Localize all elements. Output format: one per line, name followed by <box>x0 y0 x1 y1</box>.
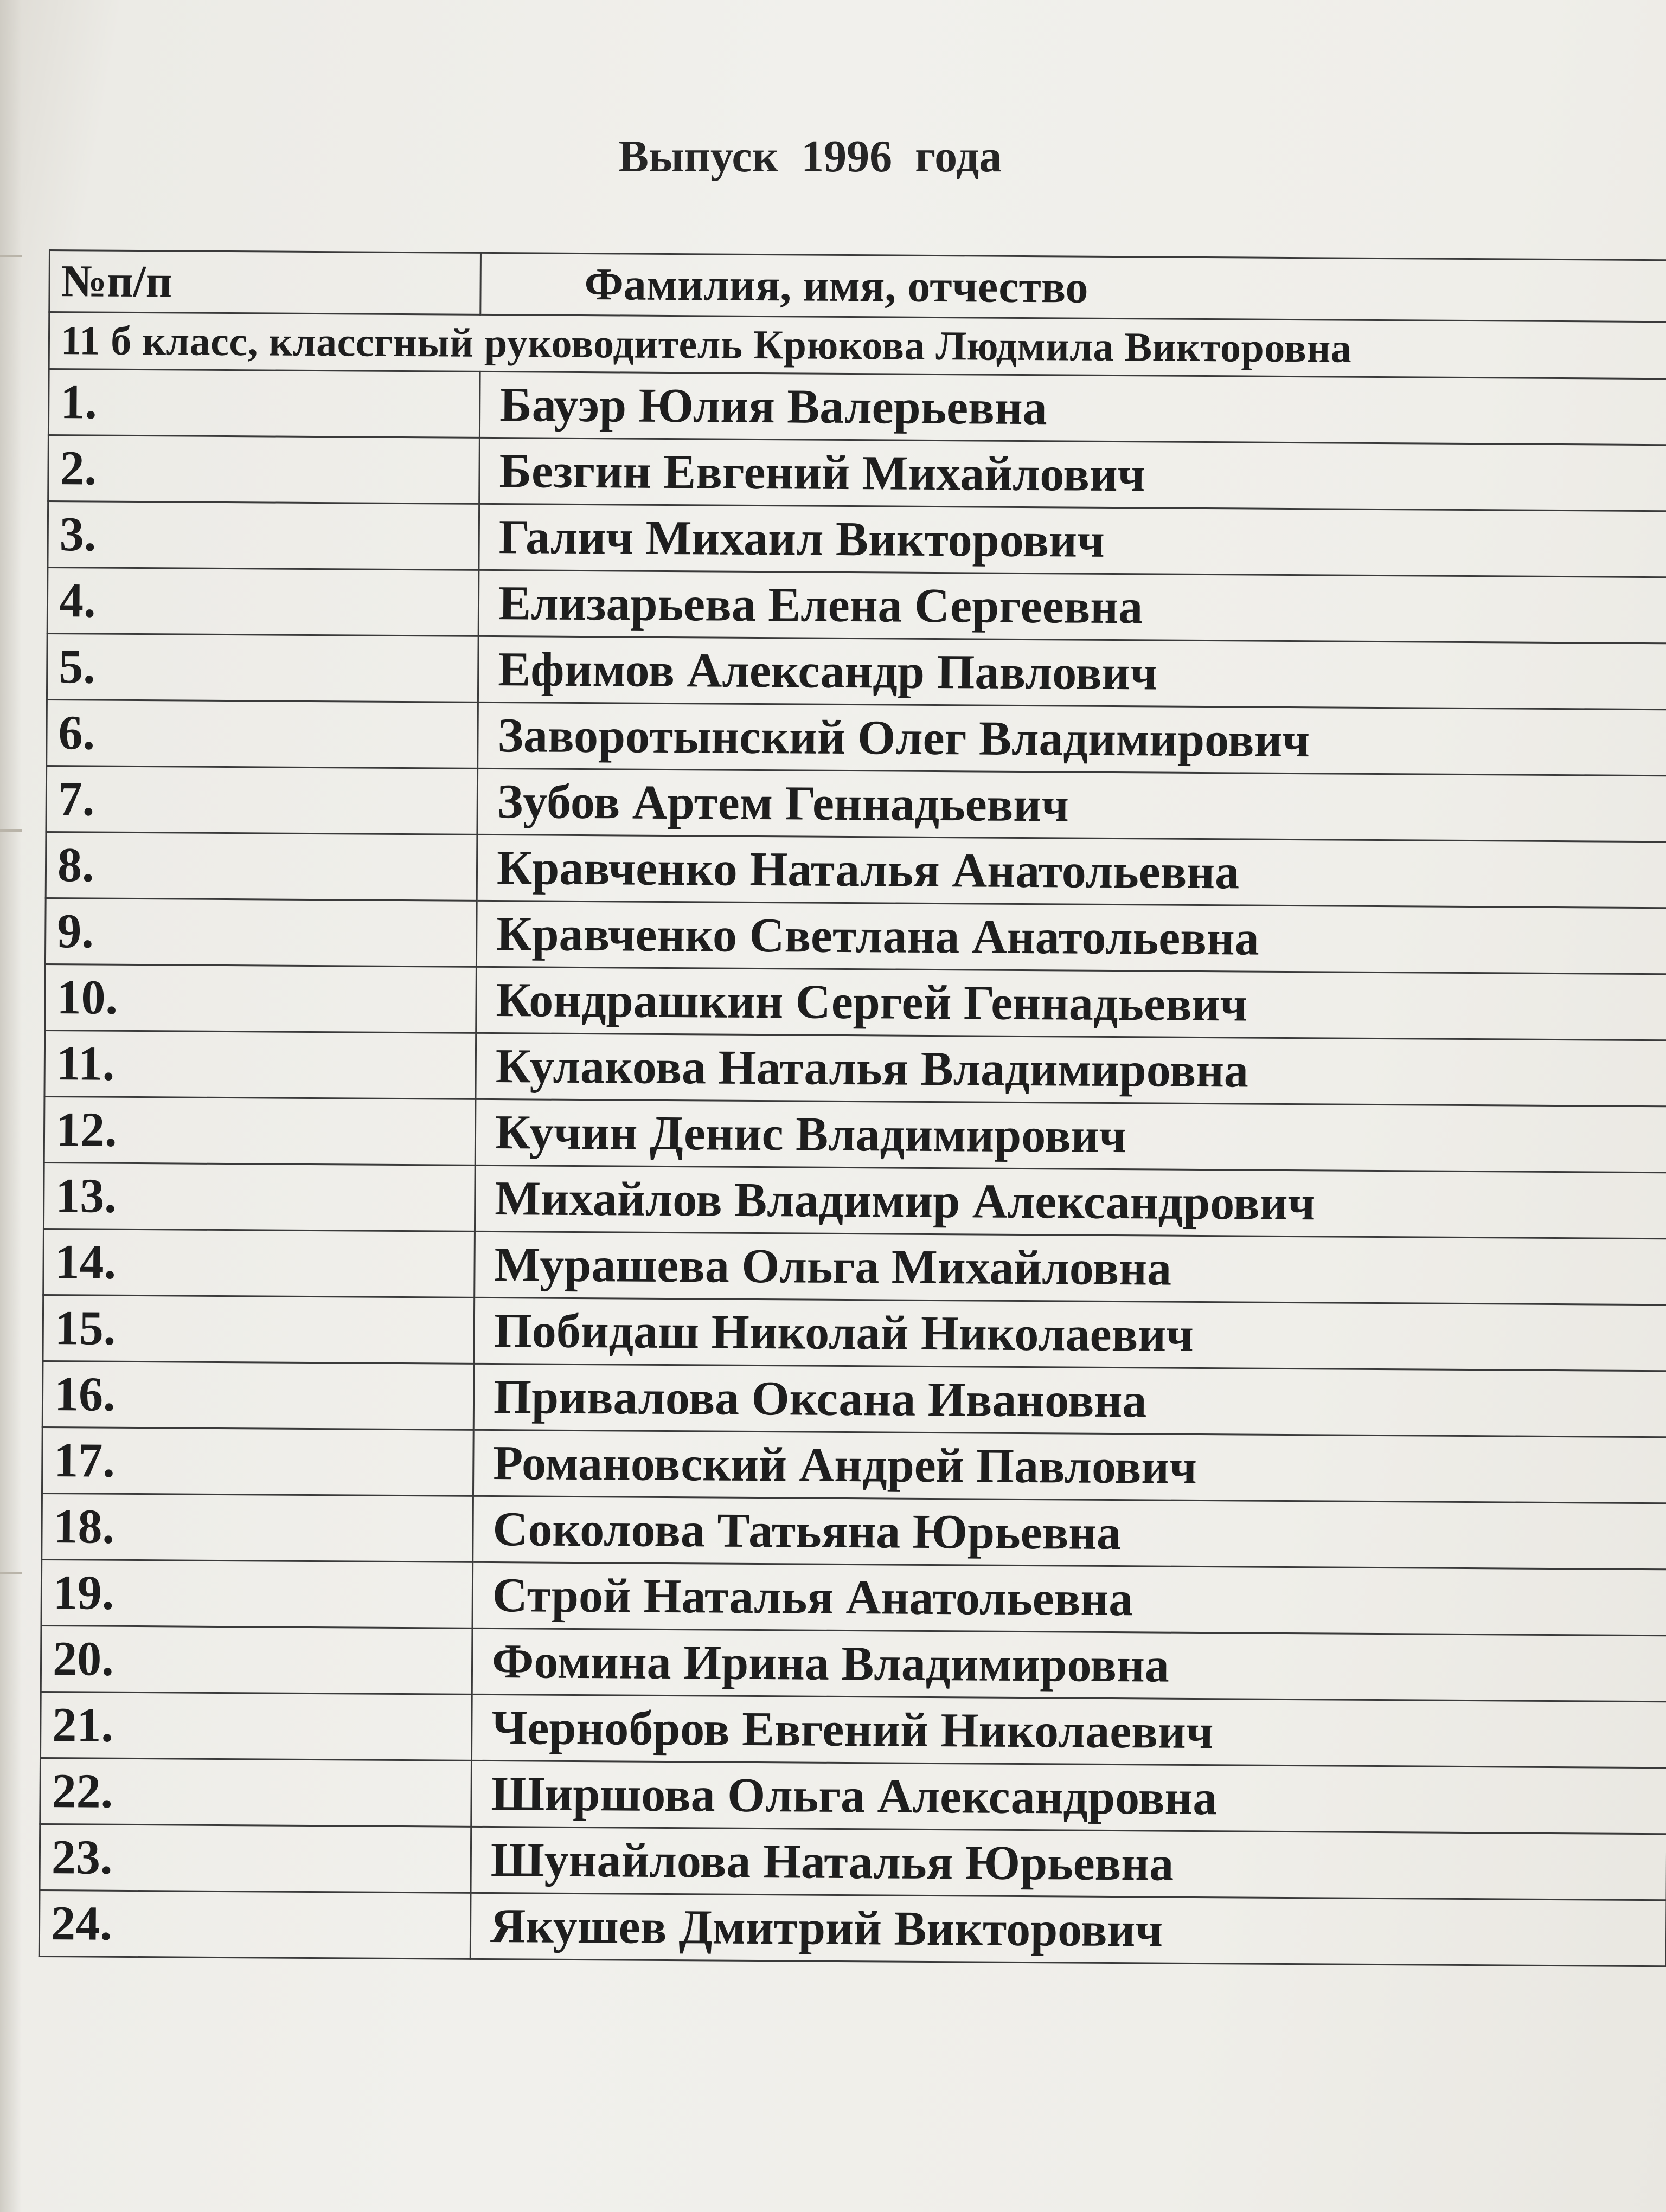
table-row <box>47 567 1666 643</box>
student-name: Елизарьева Елена Сергеевна <box>478 570 1666 643</box>
student-name: Строй Наталья Анатольевна <box>472 1562 1666 1635</box>
graduates-table-container <box>38 249 1666 2008</box>
row-number: 20. <box>41 1625 472 1694</box>
column-header-number: №п/п <box>49 250 481 315</box>
student-name: Привалова Оксана Ивановна <box>473 1364 1666 1437</box>
table-row <box>46 832 1666 908</box>
table-row <box>41 1559 1666 1635</box>
document-title: Выпуск 1996 года <box>618 131 1002 182</box>
row-number: 21. <box>41 1692 472 1760</box>
page-edge-shadow <box>0 0 22 2212</box>
table-header-row <box>49 250 1666 322</box>
table-row <box>39 1890 1666 1966</box>
row-number: 9. <box>45 898 477 967</box>
table-row <box>47 633 1666 709</box>
row-number: 8. <box>46 832 477 901</box>
table-row <box>42 1427 1666 1503</box>
table-row <box>40 1824 1666 1900</box>
row-number: 18. <box>42 1493 473 1562</box>
table-row <box>41 1692 1666 1767</box>
table-row <box>43 1295 1666 1371</box>
student-name: Ширшова Ольга Александровна <box>471 1760 1666 1834</box>
row-number: 16. <box>42 1361 474 1430</box>
student-name: Кучин Денис Владимирович <box>475 1099 1666 1172</box>
student-name: Михайлов Владимир Александрович <box>475 1165 1666 1238</box>
student-name: Галич Михаил Викторович <box>479 504 1666 577</box>
table-row <box>44 1030 1666 1106</box>
background-ruled-line <box>0 829 22 832</box>
student-name: Бауэр Юлия Валерьевна <box>479 371 1666 445</box>
table-row <box>42 1361 1666 1437</box>
row-number: 12. <box>44 1096 476 1165</box>
row-number: 3. <box>48 501 479 570</box>
class-info: 11 б класс, классгный руководитель Крюкова Людмила Викторовна <box>49 312 1666 379</box>
table-row <box>42 1493 1666 1569</box>
student-name: Соколова Татьяна Юрьевна <box>473 1496 1666 1569</box>
student-name: Кравченко Светлана Анатольевна <box>476 901 1666 974</box>
student-name: Кондрашкин Сергей Геннадьевич <box>476 967 1666 1040</box>
table-row <box>45 964 1666 1040</box>
table-row <box>47 699 1666 775</box>
row-number: 7. <box>46 766 478 834</box>
column-header-name: Фамилия, имя, отчество <box>480 253 1666 321</box>
row-number: 6. <box>47 699 478 768</box>
table-row <box>46 766 1666 841</box>
table-row <box>45 898 1666 974</box>
background-ruled-line <box>0 255 22 257</box>
row-number: 22. <box>40 1758 472 1827</box>
student-name: Мурашева Ольга Михайловна <box>475 1231 1666 1304</box>
row-number: 24. <box>39 1890 471 1959</box>
row-number: 23. <box>40 1824 471 1893</box>
student-name: Зубов Артем Геннадьевич <box>477 768 1666 841</box>
student-name: Кулакова Наталья Владимировна <box>476 1033 1666 1106</box>
row-number: 13. <box>43 1162 475 1231</box>
student-name: Побидаш Николай Николаевич <box>474 1297 1666 1371</box>
row-number: 15. <box>43 1295 475 1364</box>
table-row <box>40 1758 1666 1834</box>
table-row <box>41 1625 1666 1701</box>
student-name: Заворотынский Олег Владимирович <box>478 702 1666 775</box>
table-row <box>43 1229 1666 1304</box>
table-row <box>48 369 1666 445</box>
student-name: Кравченко Наталья Анатольевна <box>477 834 1666 908</box>
row-number: 19. <box>41 1559 473 1628</box>
student-name: Шунайлова Наталья Юрьевна <box>471 1827 1666 1900</box>
row-number: 5. <box>47 633 478 702</box>
row-number: 17. <box>42 1427 473 1496</box>
student-name: Безгин Евгений Михайлович <box>479 438 1666 511</box>
row-number: 2. <box>48 435 480 504</box>
row-number: 1. <box>48 369 480 438</box>
table-row <box>48 435 1666 511</box>
row-number: 4. <box>47 567 479 636</box>
student-name: Чернобров Евгений Николаевич <box>471 1694 1666 1767</box>
row-number: 14. <box>43 1229 475 1297</box>
table-row <box>44 1096 1666 1172</box>
table-row <box>43 1162 1666 1238</box>
student-name: Ефимов Александр Павлович <box>478 636 1666 709</box>
student-name: Якушев Дмитрий Викторович <box>470 1893 1666 1966</box>
class-info-row <box>49 312 1666 379</box>
student-name: Романовский Андрей Павлович <box>473 1430 1666 1503</box>
table-row <box>48 501 1666 577</box>
background-ruled-line <box>0 1572 22 1574</box>
student-name: Фомина Ирина Владимировна <box>472 1628 1666 1701</box>
graduates-table <box>39 249 1666 1967</box>
row-number: 11. <box>44 1030 476 1099</box>
row-number: 10. <box>45 964 477 1033</box>
